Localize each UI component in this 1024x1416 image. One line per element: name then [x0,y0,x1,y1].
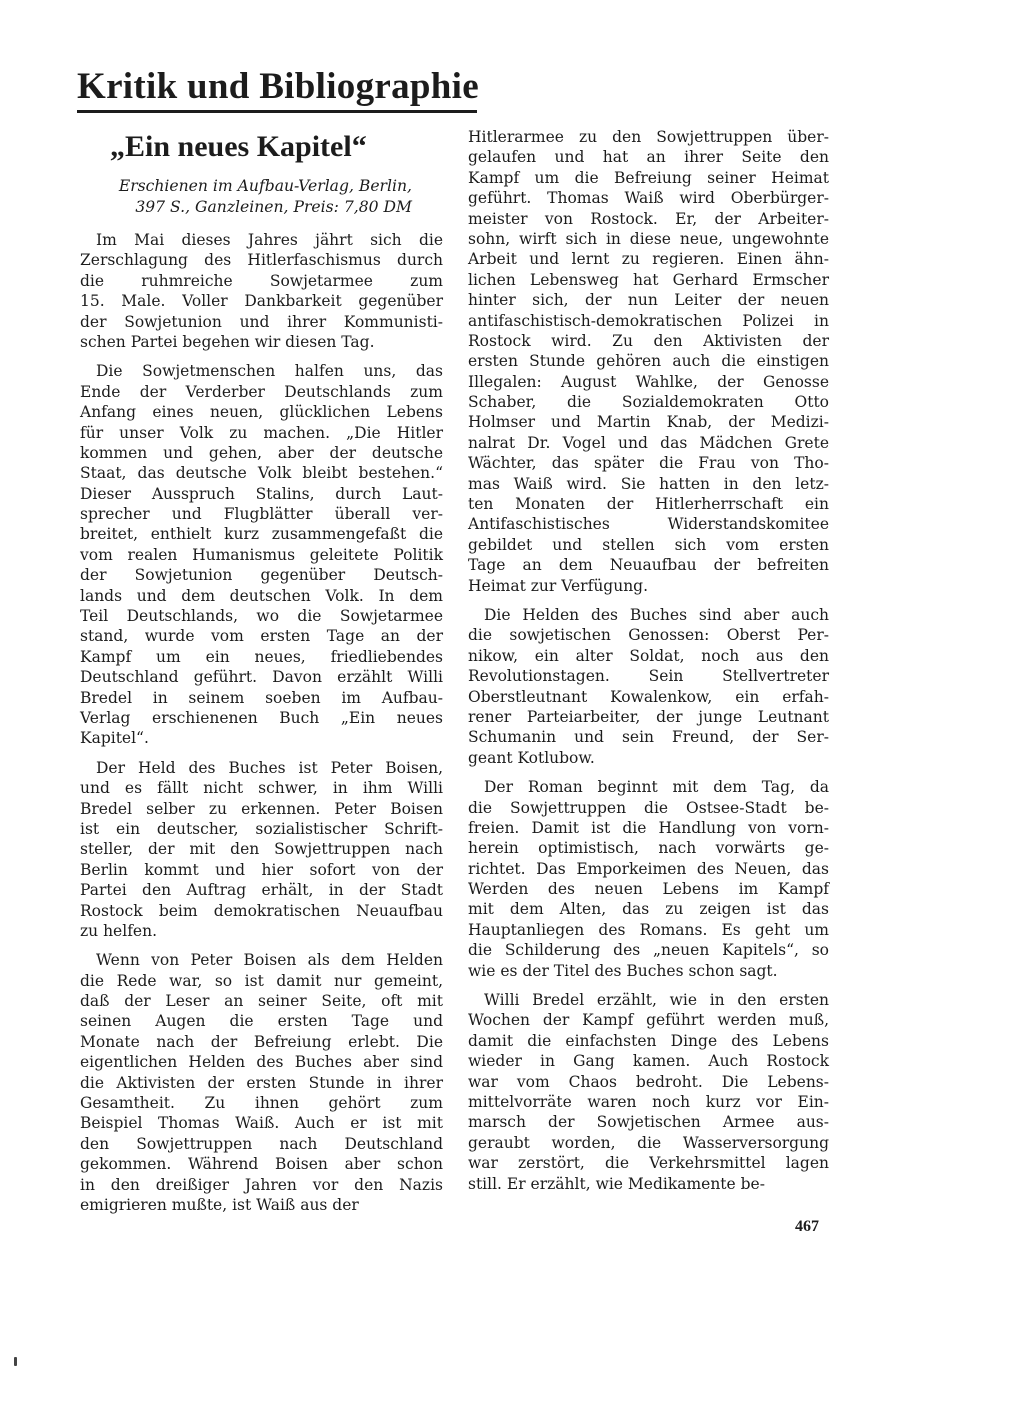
text-line: geant Kotlubow. [468,748,595,767]
text-line: wie es der Titel des Buches schon sagt. [468,961,778,980]
text-line: steller, der mit den Sowjettruppen nach [80,840,443,859]
text-line: geführt. Thomas Waiß wird Oberbürger- [468,189,829,208]
text-line: Hauptanliegen des Romans. Es geht um [468,920,829,939]
text-line: gelaufen und hat an ihrer Seite den [468,148,829,167]
text-line: Kampf um die Befreiung seiner Heimat [468,168,829,187]
text-line: die Sowjettruppen die Ostsee-Stadt be- [468,798,829,817]
paragraph-gap [80,941,443,950]
text-column-right [468,127,829,1194]
text-line: lands und dem deutschen Volk. In dem [80,586,443,605]
text-line: Wenn von Peter Boisen als dem Helden [96,951,443,970]
text-line: hinter sich, der nun Leiter der neuen [468,291,829,310]
text-line: die Rede war, so ist damit nur gemeint, [80,971,443,990]
text-line: Monate nach der Befreiung erlebt. Die [80,1032,443,1051]
text-line: schen Partei begehen wir diesen Tag. [80,332,375,351]
text-line: die Aktivisten der ersten Stunde in ihrer [80,1073,443,1092]
text-line: ten Monaten der Hitlerherrschaft ein [468,495,829,514]
text-line: mas Waiß wird. Sie hatten in den letz- [468,474,829,493]
text-line: Der Roman beginnt mit dem Tag, da [484,778,829,797]
text-line: Oberstleutnant Kowalenkow, ein erfah- [468,687,829,706]
text-line: emigrieren mußte, ist Waiß aus der [80,1195,359,1214]
text-line: Der Held des Buches ist Peter Boisen, [96,758,443,777]
text-line: Partei den Auftrag erhält, in der Stadt [80,881,443,900]
paragraph [80,950,443,1215]
text-line: der Sowjetunion gegenüber Deutsch- [80,566,443,585]
text-line: Teil Deutschlands, wo die Sowjetarmee [80,607,443,626]
text-line: ist ein deutscher, sozialistischer Schrift- [80,819,443,838]
text-line: herein optimistisch, nach vorwärts ge- [468,839,829,858]
text-line: wieder in Gang kamen. Auch Rostock [468,1052,829,1071]
text-line: Im Mai dieses Jahres jährt sich die [96,231,443,249]
text-line: den Sowjettruppen nach Deutschland [80,1134,443,1153]
text-line: Die Sowjetmenschen halfen uns, das [96,362,443,381]
text-line: Revolutionstagen. Sein Stellvertreter [468,667,829,686]
text-line: der Sowjetunion und ihrer Kommunisti- [80,312,443,331]
text-line: breitet, enthielt kurz zusammengefaßt die [80,525,443,544]
text-line: freien. Damit ist die Handlung von vorn- [468,818,829,837]
paragraph-gap [80,352,443,361]
text-line: Gesamtheit. Zu ihnen gehört zum [80,1094,443,1113]
text-line: richtet. Das Emporkeimen des Neuen, das [468,859,829,878]
text-line: daß der Leser an seiner Seite, oft mit [80,992,443,1011]
text-line: marsch der Sowjetischen Armee aus- [468,1113,829,1132]
text-line: Arbeit und lernt zu regieren. Einen ähn- [468,250,829,269]
text-line: antifaschistisch-demokratischen Polizei in [468,311,829,330]
paragraph [468,777,829,981]
text-line: zu helfen. [80,921,158,940]
text-line: Berlin kommt und hier sofort von der [80,860,443,879]
text-line: Illegalen: August Wahlke, der Genosse [468,372,829,391]
text-line: Kapitel“. [80,729,149,748]
text-column-left [80,230,443,1215]
text-line: Tage an dem Neuaufbau der befreiten [468,556,829,575]
paragraph-gap [468,596,829,605]
text-line: rener Parteiarbeiter, der junge Leutnant [468,707,829,726]
text-line: Heimat zur Verfügung. [468,576,649,595]
text-line: Rostock beim demokratischen Neuaufbau [80,901,443,920]
text-line: Holmser und Martin Knab, der Medizi- [468,413,829,432]
text-line: 15. Male. Voller Dankbarkeit gegenüber [80,292,443,311]
text-line: Werden des neuen Lebens im Kampf [468,880,829,899]
text-line: Antifaschistisches Widerstandskomitee [468,515,829,534]
paragraph [468,990,829,1194]
text-line: vom realen Humanismus geleitete Politik [80,545,443,564]
paragraph [80,361,443,748]
text-line: seinen Augen die ersten Tage und [80,1012,443,1031]
text-line: Wächter, das später die Frau von Tho- [468,454,829,473]
text-line: stand, wurde vom ersten Tage an der [80,627,443,646]
text-line: für unser Volk zu machen. „Die Hitler [80,423,443,442]
article-title: „Ein neues Kapitel“ [110,130,367,163]
text-line: Deutschland geführt. Davon erzählt Willi [80,668,443,687]
text-line: Rostock wird. Zu den Aktivisten der [468,331,829,350]
text-line: Dieser Ausspruch Stalins, durch Laut- [80,484,443,503]
text-line: Hitlerarmee zu den Sowjettruppen über- [468,128,829,146]
text-line: geraubt worden, die Wasserversorgung [468,1133,829,1152]
text-line: Bredel selber zu erkennen. Peter Boisen [80,799,443,818]
paragraph [468,127,829,596]
text-line: gekommen. Während Boisen aber schon [80,1155,443,1174]
text-line: Kampf um ein neues, friedliebendes [80,647,443,666]
text-line: Schaber, die Sozialdemokraten Otto [468,393,829,412]
text-line: Wochen der Kampf geführt werden muß, [468,1011,829,1030]
paragraph [468,605,829,768]
text-line: Bredel in seinem soeben im Aufbau- [80,688,443,707]
paragraph [80,758,443,942]
text-line: Willi Bredel erzählt, wie in den ersten [484,991,829,1010]
text-line: die sowjetischen Genossen: Oberst Per- [468,626,829,645]
text-line: sohn, wirft sich in diese neue, ungewohnte [468,229,829,248]
page-number: 467 [795,1218,819,1235]
text-line: damit die einfachsten Dinge des Lebens [468,1031,829,1050]
paragraph-gap [80,749,443,758]
paragraph-gap [468,768,829,777]
text-line: die Schilderung des „neuen Kapitels“, so [468,941,829,960]
text-line: war zerstört, die Verkehrsmittel lagen [468,1154,829,1173]
text-line: Beispiel Thomas Waiß. Auch er ist mit [80,1114,443,1133]
text-line: gebildet und stellen sich vom ersten [468,535,829,554]
text-line: und es fällt nicht schwer, in ihm Willi [80,779,443,798]
paragraph-gap [468,981,829,990]
text-line: sprecher und Flugblätter überall ver- [80,505,443,524]
section-title: Kritik und Bibliographie [77,66,479,107]
paragraph [80,230,443,352]
text-line: mit dem Alten, das zu zeigen ist das [468,900,829,919]
scan-speck [14,1357,17,1366]
text-line: Anfang eines neuen, glücklichen Lebens [80,403,443,422]
text-line: Ende der Verderber Deutschlands zum [80,382,443,401]
text-line: lichen Lebensweg hat Gerhard Ermscher [468,270,829,289]
text-line: kommen und gehen, aber der deutsche [80,443,443,462]
text-line: Verlag erschienenen Buch „Ein neues [80,708,443,727]
text-line: Die Helden des Buches sind aber auch [484,605,829,624]
text-line: ersten Stunde gehören auch die einstigen [468,352,829,371]
text-line: nikow, ein alter Soldat, noch aus den [468,646,829,665]
text-line: die ruhmreiche Sowjetarmee zum [80,271,443,290]
title-underline [77,110,477,113]
text-line: Zerschlagung des Hitlerfaschismus durch [80,251,443,270]
text-line: war vom Chaos bedroht. Die Lebens- [468,1072,829,1091]
publication-line: Erschienen im Aufbau-Verlag, Berlin, [118,177,412,195]
text-line: Schumanin und sein Freund, der Ser- [468,728,829,747]
text-line: nalrat Dr. Vogel und das Mädchen Grete [468,433,829,452]
text-line: mittelvorräte waren noch kurz vor Ein- [468,1092,829,1111]
publication-line: 397 S., Ganzleinen, Preis: 7,80 DM [135,198,412,216]
text-line: eigentlichen Helden des Buches aber sind [80,1053,443,1072]
text-line: meister von Rostock. Er, der Arbeiter- [468,209,829,228]
text-line: Staat, das deutsche Volk bleibt bestehen.“ [80,464,443,483]
text-line: still. Er erzählt, wie Medikamente be- [468,1174,765,1193]
text-line: in den dreißiger Jahren vor den Nazis [80,1175,443,1194]
